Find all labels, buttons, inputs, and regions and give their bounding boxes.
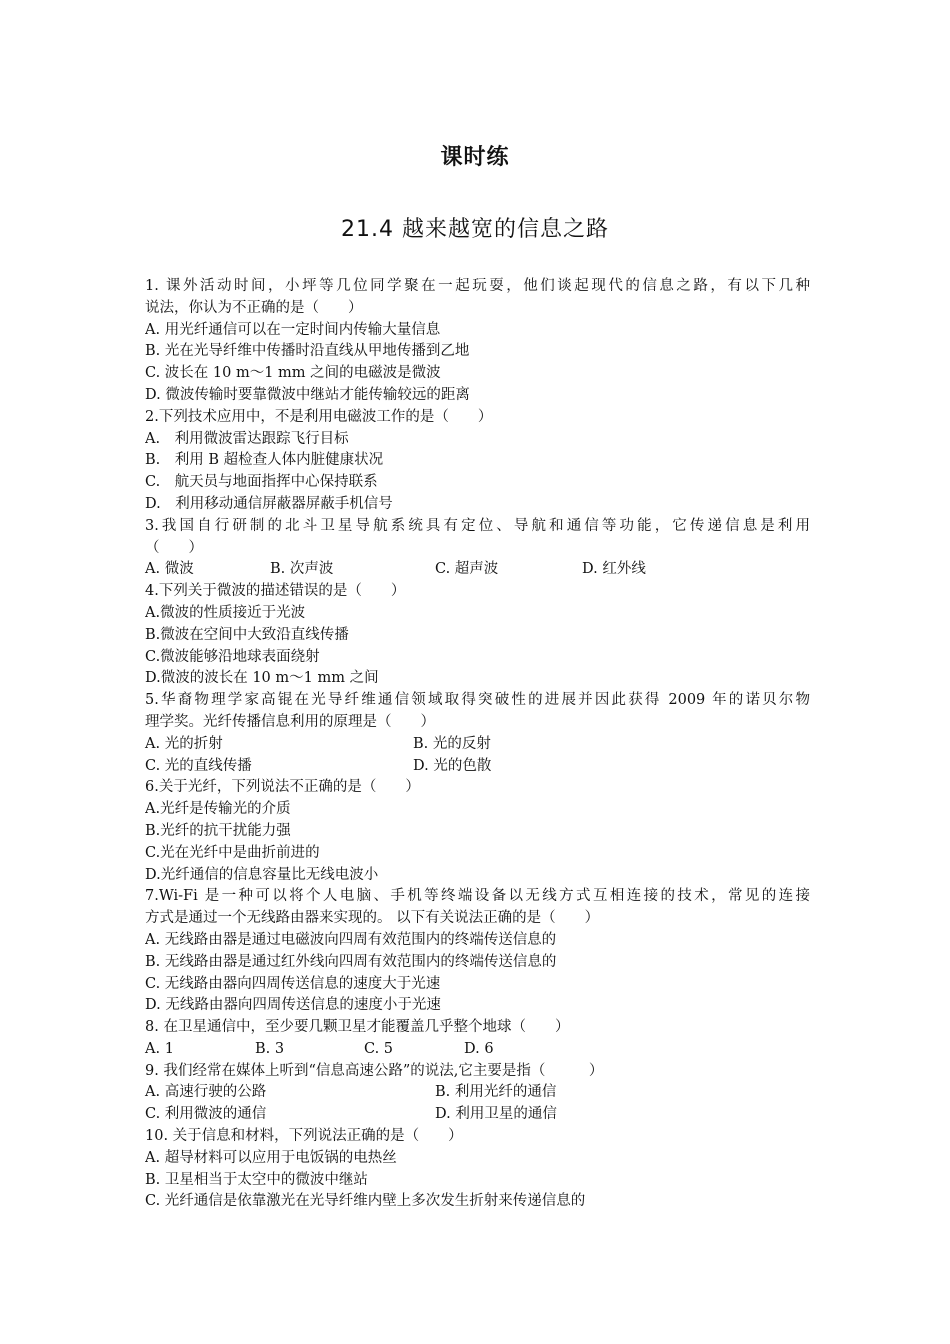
question-stem: 8. 在卫星通信中，至少要几颗卫星才能覆盖几乎整个地球（ ） — [145, 1019, 570, 1036]
option-a: A. 微波 — [145, 561, 194, 578]
option-c: C. 利用微波的通信 — [145, 1106, 267, 1123]
option-b: B. 利用光纤的通信 — [435, 1084, 557, 1101]
option-c: C. 航天员与地面指挥中心保持联系 — [145, 474, 378, 491]
option-c: C. 无线路由器向四周传送信息的速度大于光速 — [145, 975, 441, 992]
question-9 — [145, 1061, 810, 1126]
option-b: B. 光的反射 — [413, 735, 491, 752]
question-8 — [145, 1017, 810, 1061]
option-b: B. 无线路由器是通过红外线向四周有效范围内的终端传送信息的 — [145, 953, 557, 970]
option-a: A.微波的性质接近于光波 — [145, 604, 306, 621]
option-d: D.微波的波长在 10 m～1 mm 之间 — [145, 670, 379, 687]
option-row — [145, 1082, 810, 1104]
page-title: 课时练 — [440, 145, 510, 170]
option-c: C. 5 — [364, 1040, 394, 1057]
question-stem: 7.Wi-Fi 是一种可以将个人电脑、手机等终端设备以无线方式互相连接的技术，常见的连接 — [145, 888, 810, 905]
option-a: A. 1 — [145, 1040, 174, 1057]
option-row — [145, 734, 810, 756]
option-a: A. 超导材料可以应用于电饭锅的电热丝 — [145, 1149, 397, 1166]
question-7 — [145, 886, 810, 1017]
question-stem: 9. 我们经常在媒体上听到“信息高速公路”的说法,它主要是指（ ） — [145, 1062, 604, 1079]
question-1 — [145, 276, 810, 407]
option-c: C.光在光纤中是曲折前进的 — [145, 844, 320, 861]
question-stem: 1. 课外活动时间，小坪等几位同学聚在一起玩耍，他们谈起现代的信息之路，有以下几种 — [145, 278, 810, 294]
question-3 — [145, 516, 810, 581]
option-b: B.微波在空间中大致沿直线传播 — [145, 626, 349, 643]
option-a: A. 无线路由器是通过电磁波向四周有效范围内的终端传送信息的 — [145, 931, 557, 948]
option-b: B. 卫星相当于太空中的微波中继站 — [145, 1171, 368, 1188]
option-row — [145, 756, 810, 778]
question-stem: 说法，你认为不正确的是（ ） — [145, 299, 363, 316]
option-d: D. 利用移动通信屏蔽器屏蔽手机信号 — [145, 495, 393, 512]
option-b: B. 光在光导纤维中传播时沿直线从甲地传播到乙地 — [145, 343, 470, 360]
question-stem: 6.关于光纤，下列说法不正确的是（ ） — [145, 779, 420, 796]
option-d: D.光纤通信的信息容量比无线电波小 — [145, 866, 379, 883]
option-row — [145, 1104, 810, 1126]
option-b: B. 次声波 — [270, 561, 334, 578]
question-list — [145, 276, 810, 1213]
option-row — [145, 559, 810, 581]
option-d: D. 利用卫星的通信 — [435, 1106, 557, 1123]
option-d: D. 6 — [464, 1040, 494, 1057]
option-c: C. 超声波 — [435, 561, 499, 578]
option-a: A.光纤是传输光的介质 — [145, 801, 291, 818]
question-stem: 方式是通过一个无线路由器来实现的。 以下有关说法正确的是（ ） — [145, 910, 600, 927]
question-10 — [145, 1126, 810, 1213]
question-2 — [145, 407, 810, 516]
question-5 — [145, 690, 810, 777]
option-a: A. 光的折射 — [145, 735, 223, 752]
question-stem: 2.下列技术应用中，不是利用电磁波工作的是（ ） — [145, 408, 493, 425]
question-4 — [145, 581, 810, 690]
question-stem: 3.我国自行研制的北斗卫星导航系统具有定位、导航和通信等功能，它传递信息是利用 — [145, 517, 810, 534]
option-d: D. 光的色散 — [413, 757, 492, 774]
question-6 — [145, 777, 810, 886]
option-c: C. 光纤通信是依靠激光在光导纤维内壁上多次发生折射来传递信息的 — [145, 1193, 586, 1210]
option-a: A. 高速行驶的公路 — [145, 1084, 267, 1101]
question-stem: 4.下列关于微波的描述错误的是（ ） — [145, 583, 406, 600]
option-b: B. 利用 B 超检查人体内脏健康状况 — [145, 452, 384, 469]
question-stem: 理学奖。光纤传播信息利用的原理是（ ） — [145, 713, 435, 730]
option-row — [145, 1039, 810, 1061]
question-stem: （ ） — [145, 539, 203, 556]
option-c: C.微波能够沿地球表面绕射 — [145, 648, 320, 665]
question-stem: 5.华裔物理学家高锟在光导纤维通信领域取得突破性的进展并因此获得 2009 年的诺贝尔物 — [145, 692, 810, 709]
option-b: B.光纤的抗干扰能力强 — [145, 822, 291, 839]
option-d: D. 无线路由器向四周传送信息的速度小于光速 — [145, 997, 441, 1014]
option-d: D. 红外线 — [582, 561, 646, 578]
option-c: C. 波长在 10 m～1 mm 之间的电磁波是微波 — [145, 365, 441, 382]
option-a: A. 用光纤通信可以在一定时间内传输大量信息 — [145, 321, 441, 338]
option-d: D. 微波传输时要靠微波中继站才能传输较远的距离 — [145, 386, 470, 403]
lesson-title: 21.4 越来越宽的信息之路 — [341, 217, 609, 242]
option-b: B. 3 — [255, 1040, 285, 1057]
option-c: C. 光的直线传播 — [145, 757, 252, 774]
option-a: A. 利用微波雷达跟踪飞行目标 — [145, 430, 349, 447]
question-stem: 10. 关于信息和材料，下列说法正确的是（ ） — [145, 1128, 463, 1145]
